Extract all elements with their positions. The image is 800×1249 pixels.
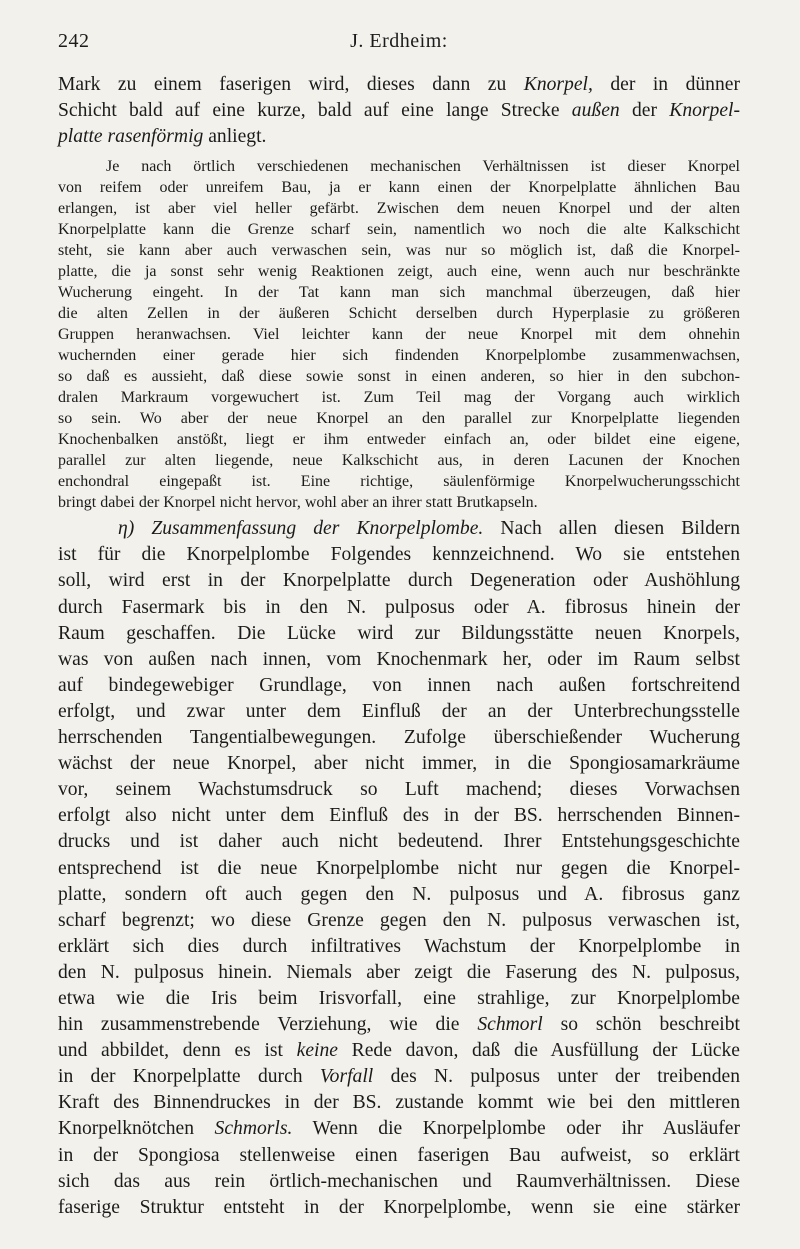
section-heading: η) Zusammenfassung der Knorpelplombe. — [118, 518, 484, 540]
text-line: enchondral eingepaßt ist. Eine richtige, säulenförmige Knorpelwucherungsschicht — [58, 473, 740, 491]
text-line: Knochenbalken anstößt, liegt er ihm entweder einfach an, oder bildet eine eigene, — [58, 431, 740, 449]
text-line: den N. pulposus hinein. Niemals aber zeigt die Faserung des N. pulposus, — [58, 961, 740, 983]
text-line: in der Spongiosa stellenweise einen faserigen Bau aufweist, so erklärt — [58, 1144, 740, 1166]
page-header — [58, 30, 740, 58]
text-line: drucks und ist daher auch nicht bedeutend. Ihrer Entstehungsgeschichte — [58, 831, 740, 853]
text-line: durch Fasermark bis in den N. pulposus oder A. fibrosus hinein der — [58, 596, 740, 618]
text-line: Knorpelknötchen Schmorls. Wenn die Knorpelplombe oder ihr Ausläufer — [58, 1118, 740, 1140]
text-line: soll, wird erst in der Knorpelplatte durch Degeneration oder Aushöhlung — [58, 570, 740, 592]
page-body — [58, 72, 740, 1221]
text-line: Schicht bald auf eine kurze, bald auf eine lange Strecke außen der Knorpel- — [58, 100, 740, 122]
text-line: auf bindegewebiger Grundlage, von innen nach außen fortschreitend — [58, 674, 740, 696]
text-line: Mark zu einem faserigen wird, dieses dann zu Knorpel, der in dünner — [58, 74, 740, 95]
text-line: sich das aus rein örtlich-mechanischen und Raumverhältnissen. Diese — [58, 1170, 740, 1192]
text-line: platte rasenförmig anliegt. — [58, 126, 267, 148]
text-line: erlangen, ist aber viel heller gefärbt. Zwischen dem neuen Knorpel und der alten — [58, 200, 740, 218]
paragraph-small-print — [58, 156, 740, 513]
text-line: wuchernden einer gerade hier sich findenden Knorpelplombe zusammenwachsen, — [58, 347, 740, 365]
page-number: 242 — [58, 30, 90, 52]
text-line: η) Zusammenfassung der Knorpelplombe. Nach allen diesen Bildern — [118, 518, 741, 540]
text-line: platte, die ja sonst sehr wenig Reaktionen zeigt, auch eine, wenn auch nur beschränkte — [58, 263, 740, 281]
paragraph-intro — [58, 72, 740, 150]
text-line: steht, sie kann aber auch verwaschen sein, was nur so möglich ist, daß die Knorpel- — [58, 242, 740, 260]
text-line: bringt dabei der Knorpel nicht hervor, wohl aber an ihrer statt Brutkapseln. — [58, 494, 538, 512]
text-line: erfolgt, und zwar unter dem Einfluß der an der Unterbrechungsstelle — [58, 700, 740, 722]
text-line: vor, seinem Wachstumsdruck so Luft machend; dieses Vorwachsen — [58, 779, 740, 801]
text-line: erfolgt also nicht unter dem Einfluß des in der BS. herrschenden Binnen- — [58, 805, 740, 827]
running-head: J. Erdheim: — [350, 30, 448, 52]
paragraph-summary — [58, 516, 740, 1221]
text-line: wächst der neue Knorpel, aber nicht immer, in die Spongiosamarkräume — [58, 753, 740, 775]
text-line: die alten Zellen in der äußeren Schicht derselben durch Hyperplasie zu größeren — [58, 305, 740, 323]
text-line: scharf begrenzt; wo diese Grenze gegen den N. pulposus verwaschen ist, — [58, 909, 740, 931]
text-line: ist für die Knorpelplombe Folgendes kennzeichnend. Wo sie entstehen — [58, 544, 740, 566]
text-line: platte, sondern oft auch gegen den N. pulposus und A. fibrosus ganz — [58, 883, 740, 905]
text-line: Knorpelplatte kann die Grenze scharf sein, namentlich wo noch die alte Kalkschicht — [58, 221, 740, 239]
text-line: und abbildet, denn es ist keine Rede davon, daß die Ausfüllung der Lücke — [58, 1040, 740, 1062]
text-line: Raum geschaffen. Die Lücke wird zur Bildungsstätte neuen Knorpels, — [58, 622, 740, 644]
text-line: Je nach örtlich verschiedenen mechanischen Verhältnissen ist dieser Knorpel — [106, 158, 740, 176]
text-line: parallel zur alten liegende, neue Kalkschicht aus, in deren Lacunen der Knochen — [58, 452, 740, 470]
text-line: hin zusammenstrebende Verziehung, wie die Schmorl so schön beschreibt — [58, 1014, 740, 1036]
text-line: Kraft des Binnendruckes in der BS. zustande kommt wie bei den mittleren — [58, 1092, 740, 1114]
text-line: Wucherung eingeht. In der Tat kann man sich manchmal überzeugen, daß hier — [58, 284, 740, 302]
text-line: Gruppen heranwachsen. Viel leichter kann der neue Knorpel mit dem ohnehin — [58, 326, 740, 344]
text-line: so sein. Wo aber der neue Knorpel an den parallel zur Knorpelplatte liegenden — [58, 410, 740, 428]
text-line: in der Knorpelplatte durch Vorfall des N. pulposus unter der treibenden — [58, 1066, 740, 1088]
text-line: etwa wie die Iris beim Irisvorfall, eine strahlige, zur Knorpelplombe — [58, 987, 740, 1009]
text-line: entsprechend ist die neue Knorpelplombe nicht nur gegen die Knorpel- — [58, 857, 740, 879]
text-line: so daß es aussieht, daß diese sowie sonst in einen anderen, so hier in den subchon- — [58, 368, 740, 386]
text-line: was von außen nach innen, vom Knochenmark her, oder im Raum selbst — [58, 648, 740, 670]
text-line: erklärt sich dies durch infiltratives Wachstum der Knorpelplombe in — [58, 935, 740, 957]
text-line: von reifem oder unreifem Bau, ja er kann einen der Knorpelplatte ähnlichen Bau — [58, 179, 740, 197]
text-line: faserige Struktur entsteht in der Knorpelplombe, wenn sie eine stärker — [58, 1196, 740, 1218]
text-line: dralen Markraum vorgewuchert ist. Zum Teil mag der Vorgang auch wirklich — [58, 389, 740, 407]
text-line: herrschenden Tangentialbewegungen. Zufolge überschießender Wucherung — [58, 727, 740, 749]
